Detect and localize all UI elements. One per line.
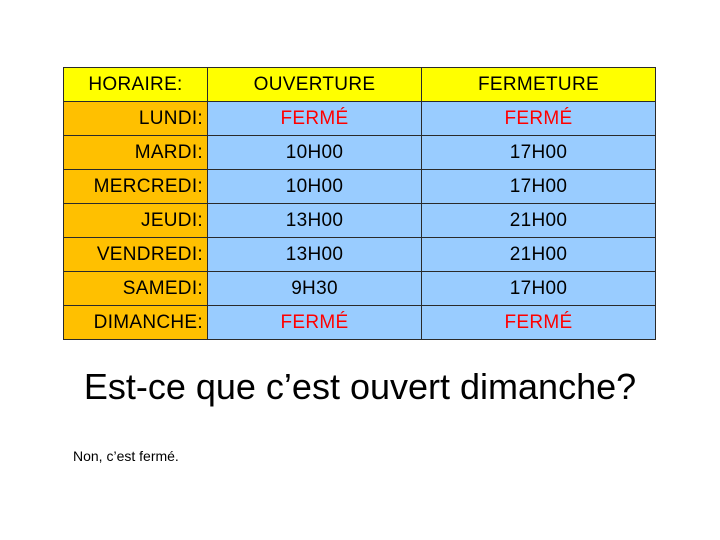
day-cell: SAMEDI:	[64, 272, 208, 306]
table-row	[64, 238, 656, 272]
table-row	[64, 306, 656, 340]
day-cell: DIMANCHE:	[64, 306, 208, 340]
opening-time-cell: 13H00	[208, 238, 422, 272]
closing-time-cell: 21H00	[422, 238, 656, 272]
closing-time-cell: FERMÉ	[422, 102, 656, 136]
closing-time-cell: 21H00	[422, 204, 656, 238]
table-row	[64, 170, 656, 204]
day-cell: JEUDI:	[64, 204, 208, 238]
table-row	[64, 204, 656, 238]
header-opening: OUVERTURE	[208, 68, 422, 102]
opening-time-cell: FERMÉ	[208, 306, 422, 340]
day-cell: MERCREDI:	[64, 170, 208, 204]
table-row	[64, 272, 656, 306]
closing-time-cell: 17H00	[422, 170, 656, 204]
opening-time-cell: 10H00	[208, 170, 422, 204]
question-text: Est-ce que c’est ouvert dimanche?	[83, 366, 637, 407]
table-row	[64, 136, 656, 170]
opening-time-cell: 10H00	[208, 136, 422, 170]
day-cell: VENDREDI:	[64, 238, 208, 272]
opening-time-cell: 9H30	[208, 272, 422, 306]
opening-hours-table	[63, 67, 656, 340]
answer-text: Non, c’est fermé.	[73, 448, 179, 464]
closing-time-cell: 17H00	[422, 272, 656, 306]
opening-time-cell: 13H00	[208, 204, 422, 238]
day-cell: MARDI:	[64, 136, 208, 170]
header-closing: FERMETURE	[422, 68, 656, 102]
table-row	[64, 102, 656, 136]
day-cell: LUNDI:	[64, 102, 208, 136]
header-schedule: HORAIRE:	[64, 68, 208, 102]
table-header-row	[64, 68, 656, 102]
closing-time-cell: 17H00	[422, 136, 656, 170]
closing-time-cell: FERMÉ	[422, 306, 656, 340]
opening-time-cell: FERMÉ	[208, 102, 422, 136]
